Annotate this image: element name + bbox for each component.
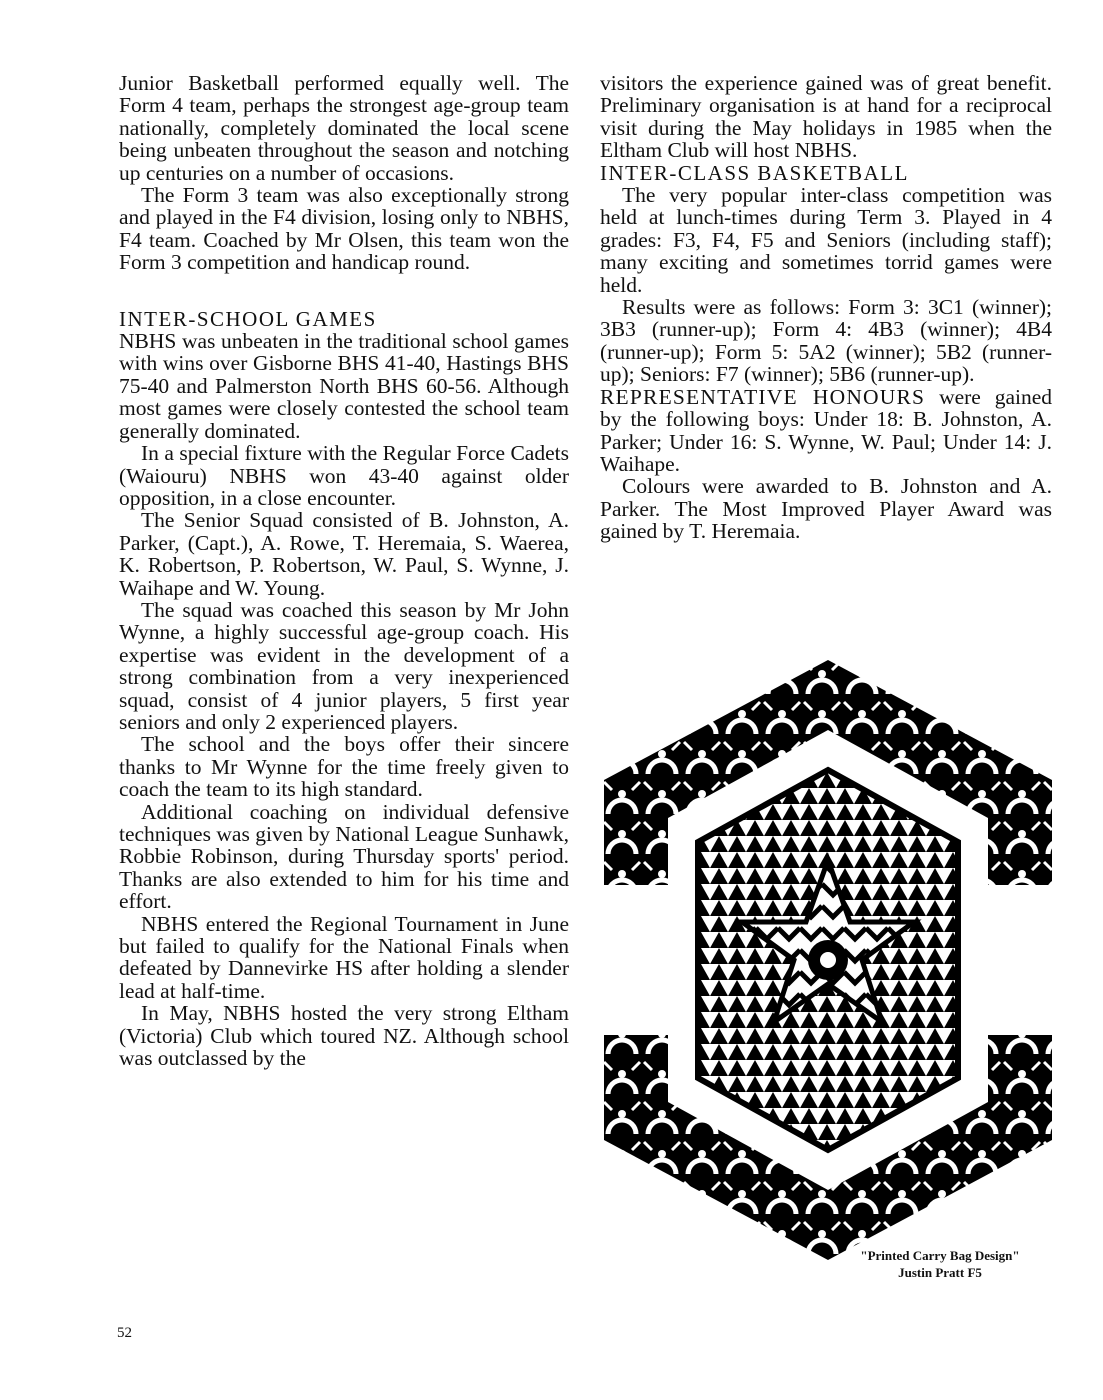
left-column (119, 72, 569, 1069)
carry-bag-design-artwork (602, 660, 1054, 1260)
paragraph-representative-honours (600, 386, 1052, 476)
caption-credit: Justin Pratt F5 (898, 1265, 982, 1280)
paragraph-special-fixture: In a special fixture with the Regular Force Cadets (Waiouru) NBHS won 43-40 against older opposition, in a close encounter. (119, 441, 569, 510)
paragraph-thanks: The school and the boys offer their sincere thanks to Mr Wynne for the time freely given to coach the team to its high standard. (119, 732, 569, 802)
paragraph-regional-tournament: NBHS entered the Regional Tournament in June but failed to qualify for the National Finals when defeated by Dannevirke HS after holding a slender lead at half-time. (119, 911, 569, 1003)
artwork-caption (800, 1247, 1080, 1281)
paragraph-results: Results were as follows: Form 3: 3C1 (winner); 3B3 (runner-up); Form 4: 4B3 (winner); 4B4 (runner-up); Form 5: 5A2 (winner); 5B2 (runner-up); Seniors: F7 (winner); 5B6 (runner-up). (600, 295, 1052, 387)
paragraph-coach: The squad was coached this season by Mr John Wynne, a highly successful age-group coach. His expertise was evident in the development of a strong combination from a very inexperienced squad, consist of 4 junior players, 5 first year seniors and only 2 experienced players. (119, 597, 569, 734)
paragraph-visitors: visitors the experience gained was of great benefit. Preliminary organisation is at hand for a reciprocal visit during the May holidays in 1985 when the Eltham Club will host NBHS. (600, 71, 1052, 163)
page-number: 52 (117, 1325, 132, 1341)
paragraph-senior-squad: The Senior Squad consisted of B. Johnston, A. Parker, (Capt.), A. Rowe, T. Heremaia, S. Waerea, K. Robertson, P. Robertson, W. Paul, S. Wynne, J. Waihape and W. Young. (119, 508, 569, 600)
caption-title: "Printed Carry Bag Design" (860, 1248, 1020, 1263)
paragraph-junior-basketball: Junior Basketball performed equally well. The Form 4 team, perhaps the strongest age-group team nationally, completely dominated the local scene being unbeaten throughout the season and notching up centuries on a number of occasions. (119, 71, 569, 185)
paragraph-form3-team: The Form 3 team was also exceptionally strong and played in the F4 division, losing only to NBHS, F4 team. Coached by Mr Olsen, this team won the Form 3 competition and handicap round. (119, 183, 569, 275)
paragraph-additional-coaching: Additional coaching on individual defensive techniques was given by National League Sunhawk, Robbie Robinson, during Thursday sports' period. Thanks are also extended to him for his time and effort. (119, 799, 569, 914)
representative-honours-text: were gained by the following boys: Under 18: B. Johnston, A. Parker; Under 16: S. Wynne, W. Paul; Under 14: J. Waihape. (600, 384, 1052, 476)
paragraph-inter-class: The very popular inter-class competition was held at lunch-times during Term 3. Played in 4 grades: F3, F4, F5 and Seniors (including staff); many exciting and sometimes torrid games were held. (600, 183, 1052, 297)
heading-inter-school-games: INTER-SCHOOL GAMES (119, 306, 377, 331)
paragraph-traditional-games: NBHS was unbeaten in the traditional school games with wins over Gisborne BHS 41-40, Hastings BHS 75-40 and Palmerston North BHS 60-56. Although most games were closely contested the school team generally dominated. (119, 329, 569, 443)
heading-inter-class-basketball: INTER-CLASS BASKETBALL (600, 160, 909, 185)
heading-representative-honours: REPRESENTATIVE HONOURS (600, 384, 926, 409)
right-column (600, 72, 1052, 543)
paragraph-eltham-visit: In May, NBHS hosted the very strong Eltham (Victoria) Club which toured NZ. Although school was outclassed by the (119, 1001, 569, 1071)
paragraph-colours: Colours were awarded to B. Johnston and A. Parker. The Most Improved Player Award was gained by T. Heremaia. (600, 474, 1052, 544)
